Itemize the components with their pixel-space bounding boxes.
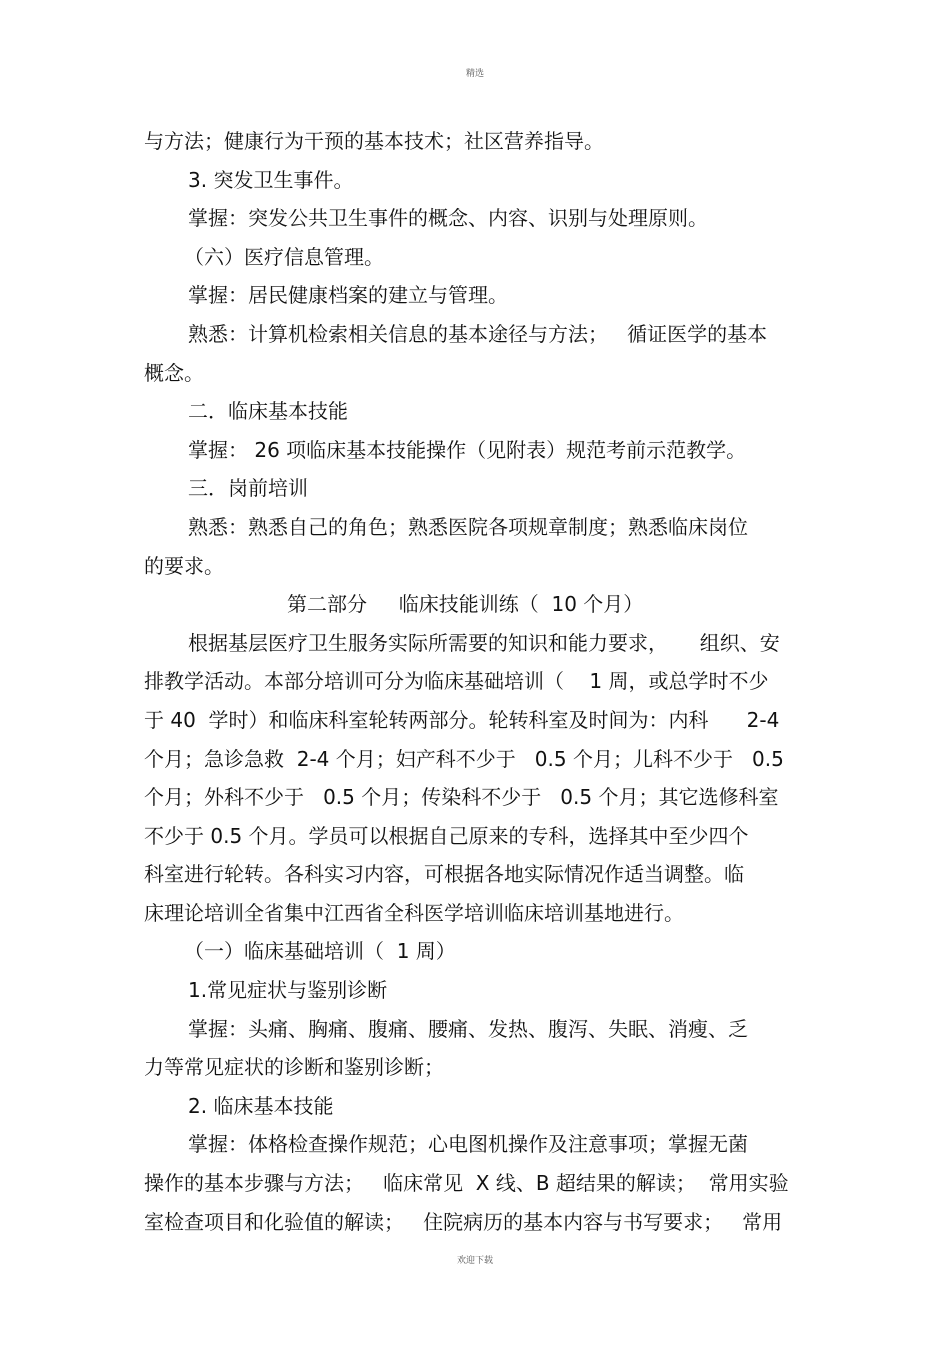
- part-title: 第二部分 临床技能训练（ 10 个月）: [287, 592, 644, 617]
- section-heading: 三．岗前培训: [188, 476, 308, 501]
- text-line: 操作的基本步骤与方法； 临床常见 X 线、B 超结果的解读； 常用实验: [144, 1171, 789, 1196]
- text-line: 个月；外科不少于 0.5 个月；传染科不少于 0.5 个月；其它选修科室: [144, 785, 779, 810]
- section-heading: 1.常见症状与鉴别诊断: [188, 978, 388, 1003]
- text-line: 掌握： 26 项临床基本技能操作（见附表）规范考前示范教学。: [188, 437, 747, 462]
- text-line: 于 40 学时）和临床科室轮转两部分。轮转科室及时间为：内科 2-4: [144, 707, 780, 732]
- text-line: 根据基层医疗卫生服务实际所需要的知识和能力要求， 组织、安: [188, 630, 780, 655]
- text-line: 个月；急诊急救 2-4 个月；妇产科不少于 0.5 个月；儿科不少于 0.5: [144, 746, 784, 771]
- text-line: 掌握：突发公共卫生事件的概念、内容、识别与处理原则。: [188, 206, 708, 231]
- text-line: 掌握：头痛、胸痛、腹痛、腰痛、发热、腹泻、失眠、消瘦、乏: [188, 1016, 748, 1041]
- text-line: 床理论培训全省集中江西省全科医学培训临床培训基地进行。: [144, 900, 684, 925]
- text-line: 室检查项目和化验值的解读； 住院病历的基本内容与书写要求； 常用: [144, 1209, 783, 1234]
- text-line: 掌握：居民健康档案的建立与管理。: [188, 283, 508, 308]
- section-heading: 3. 突发卫生事件。: [188, 167, 354, 192]
- text-line: 与方法；健康行为干预的基本技术；社区营养指导。: [144, 129, 604, 153]
- text-line: 排教学活动。本部分培训可分为临床基础培训（ 1 周，或总学时不少: [144, 669, 769, 694]
- text-line: 熟悉：计算机检索相关信息的基本途径与方法； 循证医学的基本: [188, 321, 768, 346]
- section-heading: 二．临床基本技能: [188, 399, 348, 424]
- page-header: 精选: [465, 69, 484, 79]
- text-line: 熟悉：熟悉自己的角色；熟悉医院各项规章制度；熟悉临床岗位: [188, 514, 748, 539]
- text-line: 力等常见症状的诊断和鉴别诊断；: [144, 1055, 444, 1080]
- text-line: 掌握：体格检查操作规范；心电图机操作及注意事项；掌握无菌: [188, 1132, 748, 1157]
- section-heading: （六）医疗信息管理。: [184, 244, 384, 269]
- text-line: 的要求。: [144, 553, 224, 578]
- text-line: 科室进行轮转。各科实习内容，可根据各地实际情况作适当调整。临: [144, 862, 744, 887]
- page-footer: 欢迎下载: [456, 1256, 493, 1266]
- document-body: [144, 122, 824, 1241]
- text-line: 不少于 0.5 个月。学员可以根据自己原来的专科，选择其中至少四个: [144, 823, 749, 848]
- section-heading: 2. 临床基本技能: [188, 1093, 334, 1118]
- section-heading: （一）临床基础培训（ 1 周）: [184, 939, 456, 964]
- text-line: 概念。: [144, 360, 204, 385]
